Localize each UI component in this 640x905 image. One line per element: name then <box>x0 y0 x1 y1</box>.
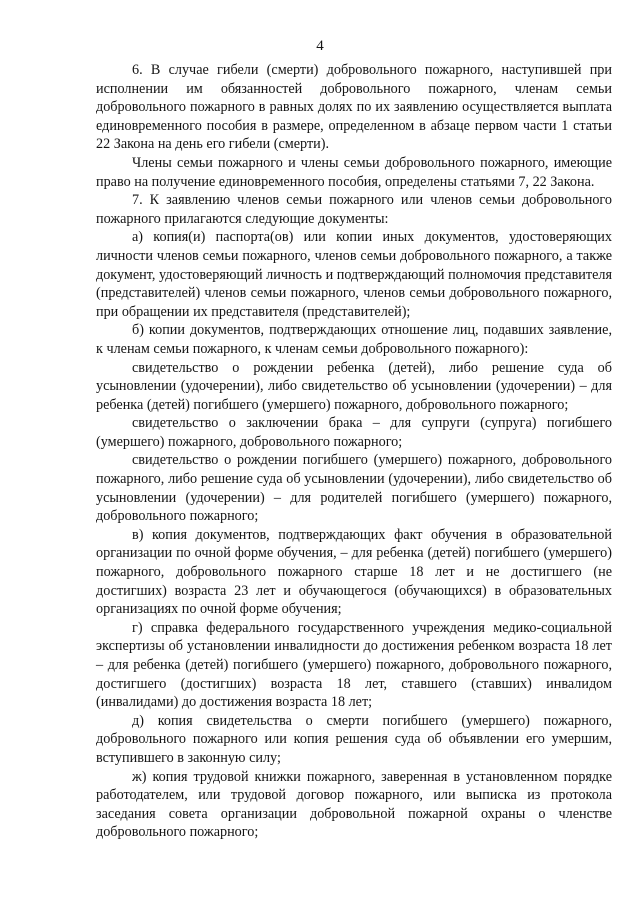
list-subitem-birth-certificate-child: свидетельство о рождении ребенка (детей), либо решение суда об усыновлении (удочерении), либо свидетельство об усыновлении (удочерении) – для ребенка (детей) погибшего (умершего) пожарного, добровольного пожарного; <box>96 359 612 413</box>
page-number: 4 <box>316 38 324 54</box>
list-item-zh: ж) копия трудовой книжки пожарного, заверенная в установленном порядке работодателем, или трудовой договор пожарного, или выписка из протокола заседания совета организации добровольной пожарной охраны о членстве добровольного пожарного; <box>96 768 612 841</box>
document-body <box>96 61 612 842</box>
list-subitem-birth-certificate-parents: свидетельство о рождении погибшего (умершего) пожарного, добровольного пожарного, либо решение суда об усыновлении (удочерении), либо свидетельство об усыновлении (удочерении) – для родителей погибшего (умершего) пожарного, добровольного пожарного; <box>96 452 612 525</box>
paragraph-item-6: 6. В случае гибели (смерти) добровольного пожарного, наступившей при исполнении им обязанностей добровольного пожарного, членам семьи добровольного пожарного в равных долях по их заявлению осуществляется выплата единовременного пособия в размере, определенном в абзаце первом части 1 статьи 22 Закона на день его гибели (смерти). <box>96 62 612 153</box>
list-item-v: в) копия документов, подтверждающих факт обучения в образовательной организации по очной форме обучения, – для ребенка (детей) погибшего (умершего) пожарного, добровольного пожарного старше 18 лет и не достигшего (не достигших) возраста 23 лет и обучающегося (обучающихся) в образовательных организациях по очной форме обучения; <box>96 526 612 618</box>
list-item-a: а) копия(и) паспорта(ов) или копии иных документов, удостоверяющих личности членов семьи пожарного, членов семьи добровольного пожарного, а также документ, удостоверяющий личность и подтверждающий полномочия представителя (представителей) членов семьи пожарного, членов семьи добровольного пожарного, при обращении их представителя (представителей); <box>96 229 612 320</box>
list-item-d: д) копия свидетельства о смерти погибшего (умершего) пожарного, добровольного пожарного или копия решения суда об объявлении его умершим, вступившего в законную силу; <box>96 712 612 766</box>
list-subitem-marriage-certificate: свидетельство о заключении брака – для супруги (супруга) погибшего (умершего) пожарного, добровольного пожарного; <box>96 415 612 450</box>
paragraph-item-7: 7. К заявлению членов семьи пожарного или членов семьи добровольного пожарного прилагаются следующие документы: <box>96 192 612 227</box>
list-item-g: г) справка федерального государственного учреждения медико-социальной экспертизы об установлении инвалидности до достижения ребенком возраста 18 лет – для ребенка (детей) погибшего (умершего) пожарного, добровольного пожарного, достигшего (достигших) возраста 18 лет, ставшего (ставших) инвалидом (инвалидами) до достижения возраста 18 лет; <box>96 619 612 711</box>
list-item-b: б) копии документов, подтверждающих отношение лиц, подавших заявление, к членам семьи пожарного, к членам семьи добровольного пожарного): <box>96 322 612 357</box>
paragraph-family-members-note: Члены семьи пожарного и члены семьи добровольного пожарного, имеющие право на получение единовременного пособия, определены статьями 7, 22 Закона. <box>96 154 612 190</box>
